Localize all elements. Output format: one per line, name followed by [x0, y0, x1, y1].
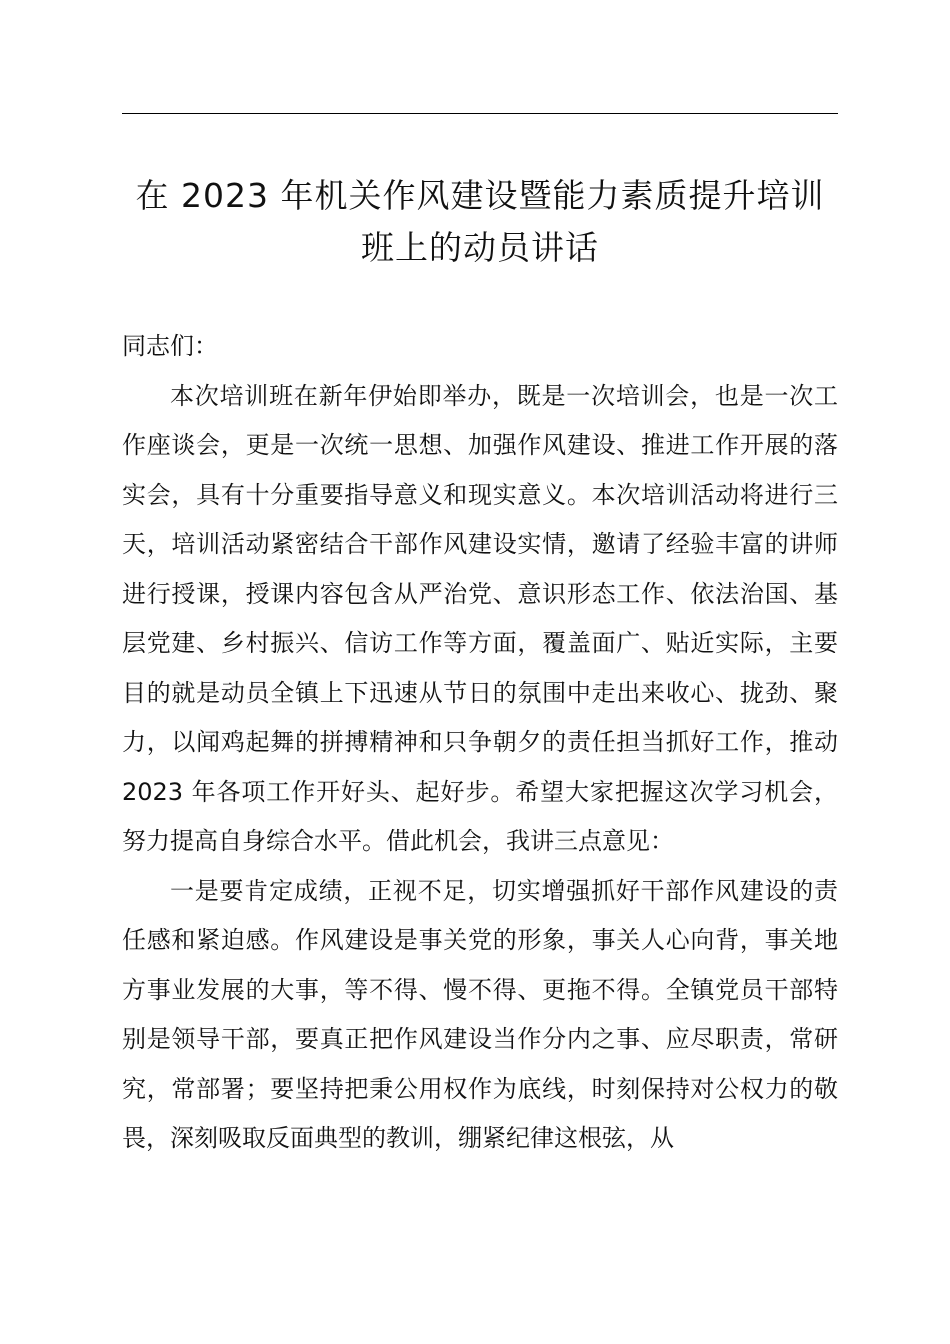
document-body — [122, 322, 838, 1164]
salutation: 同志们： — [122, 332, 218, 360]
paragraph: 一是要肯定成绩，正视不足，切实增强抓好干部作风建设的责任感和紧迫感。作风建设是事关党的形象，事关人心向背，事关地方事业发展的大事，等不得、慢不得、更拖不得。全镇党员干部特别是领导干部，要真正把作风建设当作分内之事、应尽职责，常研究，常部署；要坚持把秉公用权作为底线，时刻保持对公权力的敬畏，深刻吸取反面典型的教训，绷紧纪律这根弦，从 — [122, 876, 838, 1152]
paragraph: 本次培训班在新年伊始即举办，既是一次培训会，也是一次工作座谈会，更是一次统一思想、加强作风建设、推进工作开展的落实会，具有十分重要指导意义和现实意义。本次培训活动将进行三天，培训活动紧密结合干部作风建设实情，邀请了经验丰富的讲师进行授课，授课内容包含从严治党、意识形态工作、依法治国、基层党建、乡村振兴、信访工作等方面，覆盖面广、贴近实际，主要目的就是动员全镇上下迅速从节日的氛围中走出来收心、拢劲、聚力，以闻鸡起舞的拼搏精神和只争朝夕的责任担当抓好工作，推动 2023 年各项工作开好头、起好步。希望大家把握这次学习机会，努力提高自身综合水平。借此机会，我讲三点意见： — [122, 381, 838, 855]
document-title — [122, 170, 838, 274]
header-rule — [122, 113, 838, 114]
title-line-1: 在 2023 年机关作风建设暨能力素质提升培训 — [135, 176, 825, 215]
title-line-2: 班上的动员讲话 — [361, 228, 599, 267]
